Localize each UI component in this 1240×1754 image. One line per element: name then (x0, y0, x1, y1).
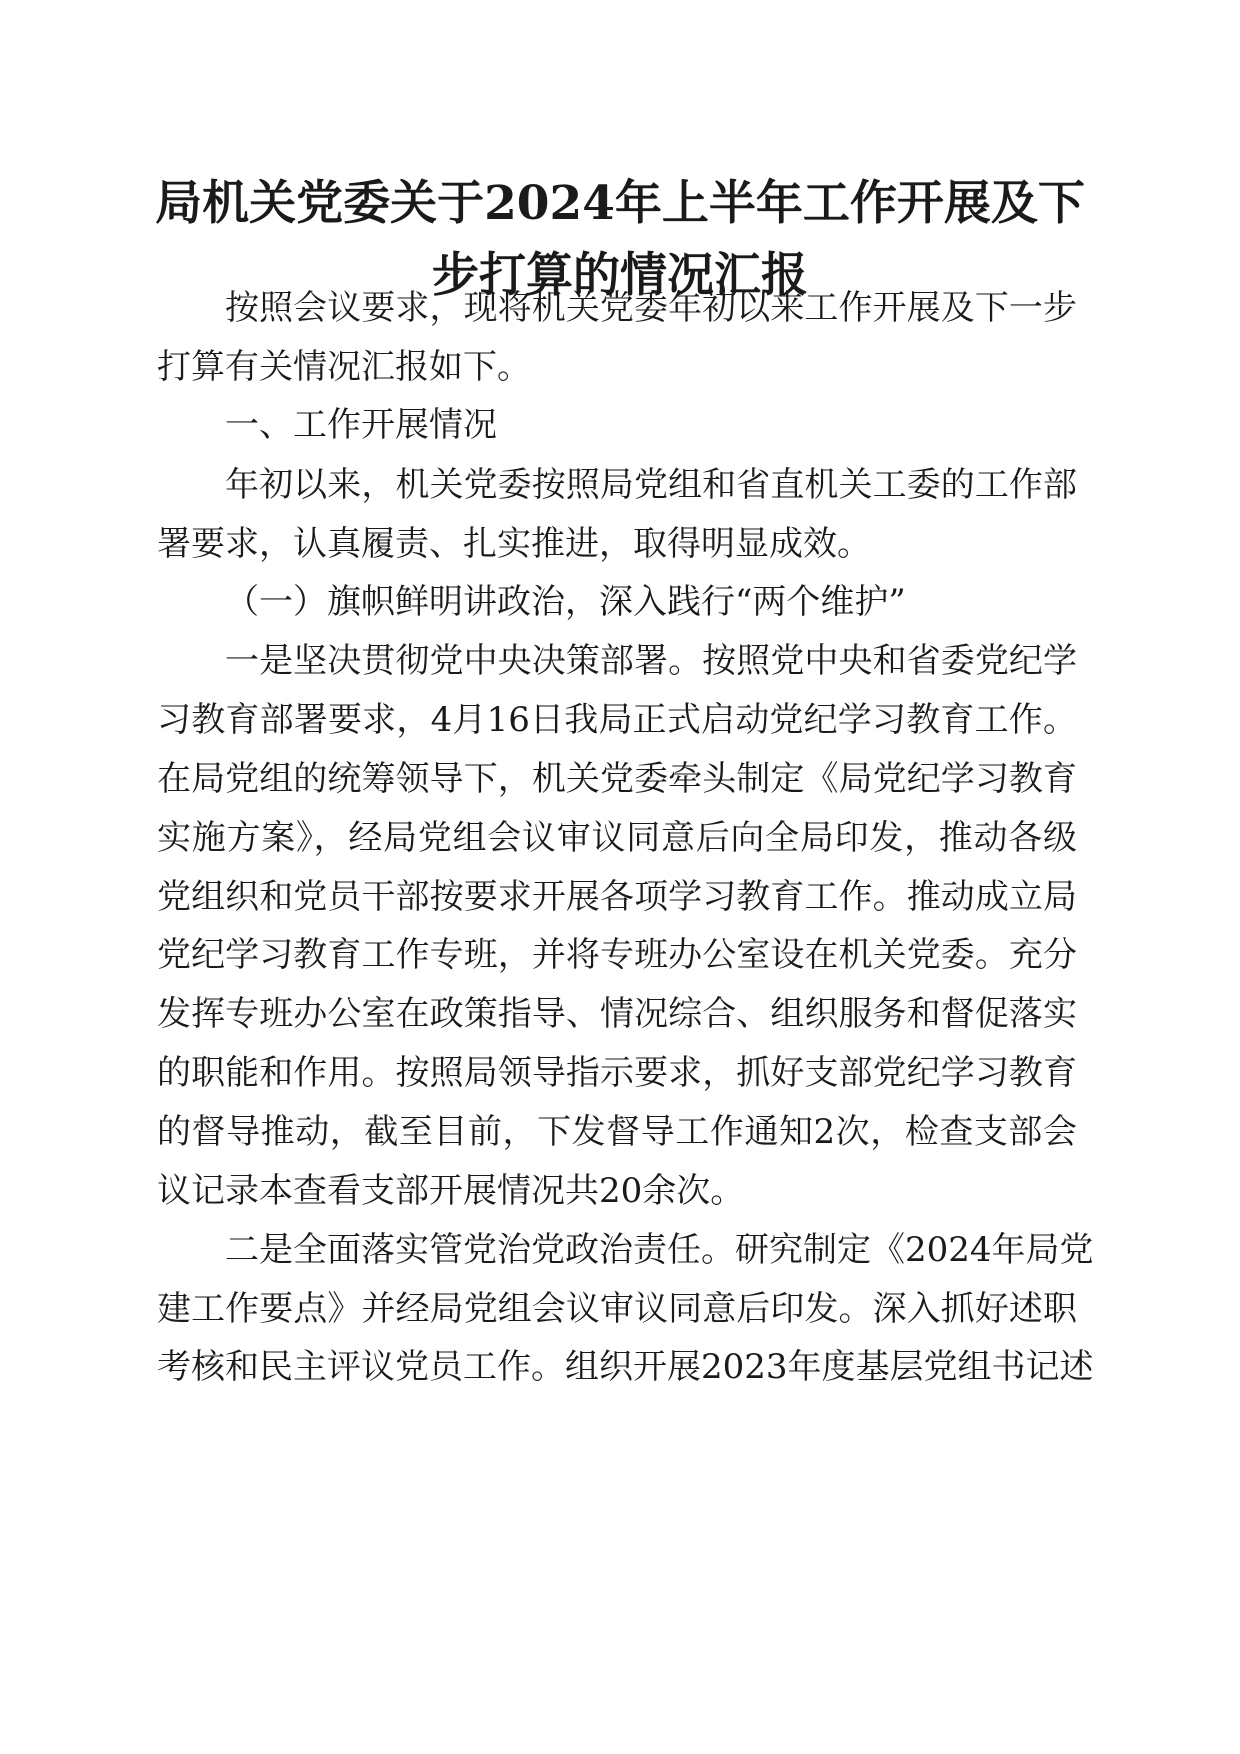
paragraph-line: 考核和民主评议党员工作。组织开展2023年度基层党组书记述 (157, 1347, 1094, 1387)
paragraph-line: 的职能和作用。按照局领导指示要求，抓好支部党纪学习教育 (157, 1053, 1077, 1093)
subsection-heading-1: （一）旗帜鲜明讲政治，深入践行“两个维护” (225, 582, 906, 622)
intro-line-1: 按照会议要求，现将机关党委年初以来工作开展及下一步 (225, 288, 1077, 328)
paragraph-line: 二是全面落实管党治党政治责任。研究制定《2024年局党 (225, 1230, 1094, 1270)
intro-line-2: 打算有关情况汇报如下。 (157, 347, 531, 387)
paragraph-line: 发挥专班办公室在政策指导、情况综合、组织服务和督促落实 (157, 994, 1077, 1034)
paragraph-line: 在局党组的统筹领导下，机关党委牵头制定《局党纪学习教育 (157, 759, 1077, 799)
section-heading-1: 一、工作开展情况 (225, 405, 497, 445)
paragraph-line: 的督导推动，截至目前，下发督导工作通知2次，检查支部会 (157, 1112, 1077, 1152)
paragraph-line: 实施方案》，经局党组会议审议同意后向全局印发，推动各级 (157, 818, 1077, 858)
paragraph-line: 署要求，认真履责、扎实推进，取得明显成效。 (157, 524, 871, 564)
paragraph-line: 党纪学习教育工作专班，并将专班办公室设在机关党委。充分 (157, 935, 1077, 975)
document-title-line-1: 局机关党委关于2024年上半年工作开展及下 (155, 176, 1085, 231)
paragraph-line: 议记录本查看支部开展情况共20余次。 (157, 1171, 745, 1211)
paragraph-line: 年初以来，机关党委按照局党组和省直机关工委的工作部 (225, 465, 1077, 505)
document-title-line-2: 步打算的情况汇报 (432, 248, 808, 303)
paragraph-line: 习教育部署要求，4月16日我局正式启动党纪学习教育工作。 (157, 700, 1077, 740)
paragraph-line: 建工作要点》并经局党组会议审议同意后印发。深入抓好述职 (157, 1289, 1077, 1329)
paragraph-line: 党组织和党员干部按要求开展各项学习教育工作。推动成立局 (157, 877, 1077, 917)
paragraph-line: 一是坚决贯彻党中央决策部署。按照党中央和省委党纪学 (225, 641, 1077, 681)
